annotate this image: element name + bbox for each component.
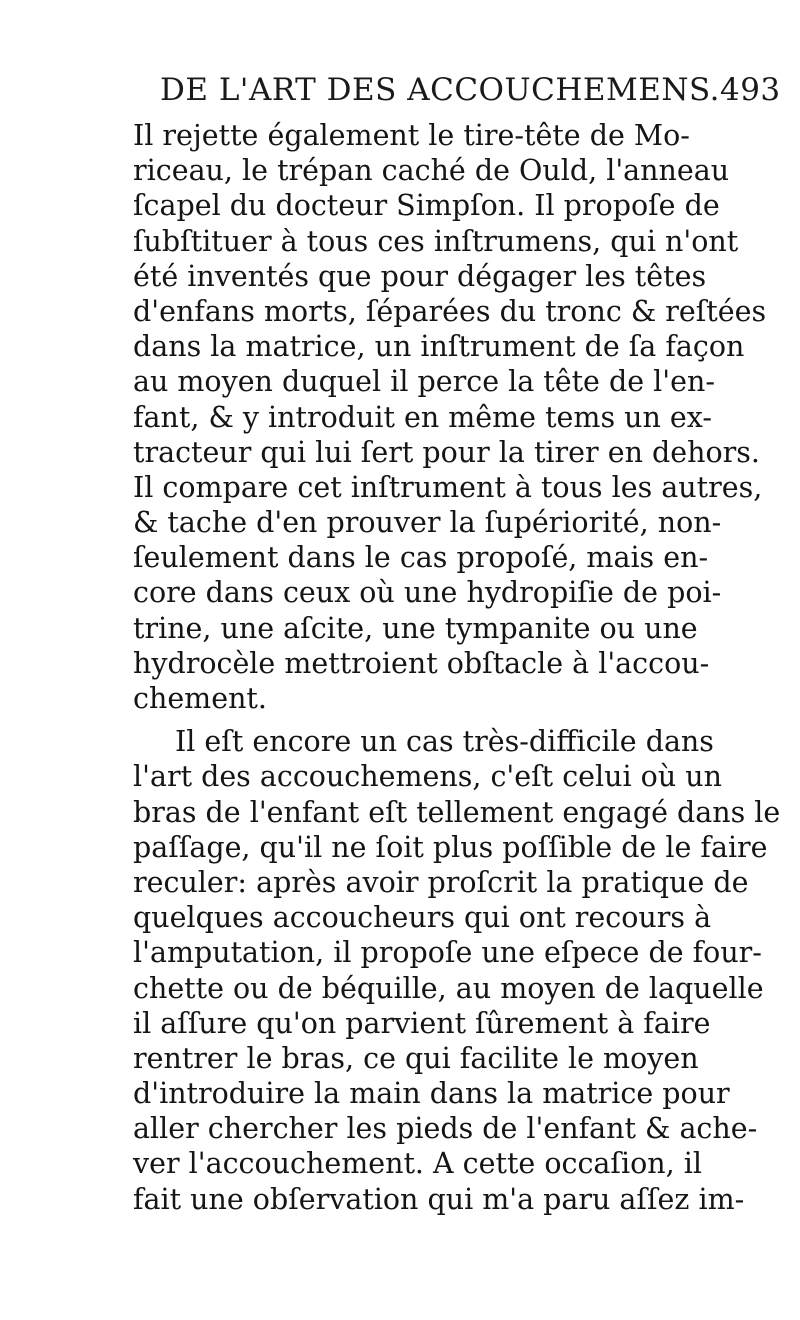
page-header (160, 72, 781, 108)
text-line: & tache d'en prouver la ſupériorité, non- (133, 506, 722, 540)
text-line: aller chercher les pieds de l'enfant & ache- (133, 1112, 758, 1146)
text-line: tracteur qui lui ſert pour la tirer en dehors. (133, 435, 760, 469)
text-line: d'introduire la main dans la matrice pour (133, 1077, 730, 1111)
text-line: chette ou de béquille, au moyen de laquelle (133, 971, 764, 1005)
text-line: core dans ceux où une hydropiſie de poi- (133, 576, 722, 610)
text-line: Il eſt encore un cas très-difficile dans (175, 725, 714, 759)
text-line: riceau, le trépan caché de Ould, l'anneau (133, 154, 730, 188)
text-line: il aſſure qu'on parvient ſûrement à faire (133, 1006, 711, 1040)
text-line: d'enfans morts, ſéparées du tronc & reſtées (133, 294, 767, 328)
body-text (133, 118, 781, 1217)
text-line: ſcapel du docteur Simpſon. Il propoſe de (133, 189, 720, 223)
text-line: trine, une aſcite, une tympanite ou une (133, 611, 698, 645)
paragraph-gap (133, 716, 678, 724)
text-line: quelques accoucheurs qui ont recours à (133, 901, 712, 935)
paragraph-2 (133, 724, 781, 1217)
paragraph-1 (133, 118, 767, 716)
text-line: ver l'accouchement. A cette occaſion, il (133, 1147, 702, 1181)
text-line: rentrer le bras, ce qui facilite le moyen (133, 1041, 699, 1075)
text-line: été inventés que pour dégager les têtes (133, 259, 707, 293)
running-head: DE L'ART DES ACCOUCHEMENS. (160, 72, 720, 108)
text-line: dans la matrice, un inſtrument de ſa façon (133, 330, 745, 364)
text-line: chement. (133, 682, 267, 715)
text-line: bras de l'enfant eſt tellement engagé dans le (133, 795, 781, 829)
text-line: reculer: après avoir proſcrit la pratique de (133, 865, 749, 899)
text-line: paſſage, qu'il ne ſoit plus poſſible de le faire (133, 830, 768, 864)
text-line: Il compare cet inſtrument à tous les autres, (133, 470, 763, 504)
text-line: ſubſtituer à tous ces inſtrumens, qui n'ont (133, 224, 739, 258)
text-line: fait une obſervation qui m'a paru aſſez im- (133, 1182, 745, 1216)
text-line: l'art des accouchemens, c'eſt celui où un (133, 760, 722, 794)
text-line: l'amputation, il propoſe une eſpece de four- (133, 936, 762, 970)
text-line: Il rejette également le tire-tête de Mo- (133, 119, 690, 152)
text-line: fant, & y introduit en même tems un ex- (133, 400, 712, 434)
text-line: au moyen duquel il perce la tête de l'en- (133, 365, 715, 399)
text-line: hydrocèle mettroient obſtacle à l'accou- (133, 646, 710, 680)
page-number: 493 (719, 72, 781, 108)
text-line: ſeulement dans le cas propoſé, mais en- (133, 541, 709, 575)
